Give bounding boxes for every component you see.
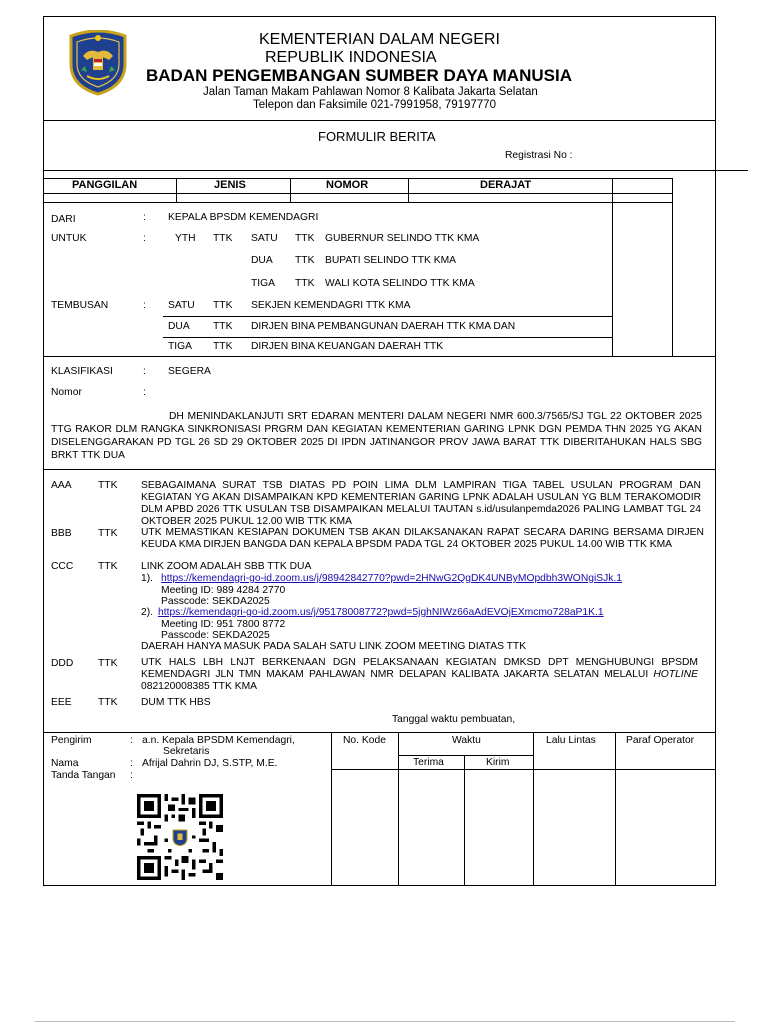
zoom2-number: 2). bbox=[141, 607, 154, 618]
item-eee-text: DUM TTK HBS bbox=[141, 697, 211, 708]
item-aaa-code: AAA bbox=[51, 480, 72, 491]
ttd-colon: : bbox=[130, 770, 133, 781]
tembusan-row-num: DUA bbox=[168, 321, 190, 332]
tembusan-row-value: DIRJEN BINA PEMBANGUNAN DAERAH TTK KMA DAN bbox=[251, 321, 516, 332]
no-kode-header: No. Kode bbox=[343, 735, 386, 746]
item-ccc-ttk: TTK bbox=[98, 561, 118, 572]
ttd-label: Tanda Tangan bbox=[51, 770, 116, 781]
untuk-row-value: WALI KOTA SELINDO TTK KMA bbox=[325, 278, 475, 289]
paraf-operator-header: Paraf Operator bbox=[626, 735, 695, 746]
pengirim-value1: a.n. Kepala BPSDM Kemendagri, bbox=[142, 735, 295, 746]
header-line1: KEMENTERIAN DALAM NEGERI bbox=[259, 31, 500, 48]
item-ddd-text bbox=[141, 657, 698, 693]
nomor-label: Nomor bbox=[51, 387, 82, 398]
pengirim-label: Pengirim bbox=[51, 735, 92, 746]
hotline-label: HOTLINE bbox=[653, 669, 698, 680]
item-eee-code: EEE bbox=[51, 697, 72, 708]
untuk-row-ttk: TTK bbox=[295, 233, 315, 244]
form-title: FORMULIR BERITA bbox=[318, 129, 436, 144]
untuk-row-ttk: TTK bbox=[295, 278, 315, 289]
nomor-colon: : bbox=[143, 387, 146, 398]
item-bbb-ttk: TTK bbox=[98, 528, 118, 539]
item-bbb-text: UTK MEMASTIKAN KESIAPAN DOKUMEN TSB AKAN DILAKSANAKAN RAPAT SECARA DARING BERSAMA DIRJEN KEUDA KMA DIRJEN BANGDA DAN KEPALA BPSDM PADA TGL 24 OKTOBER 2025 PUKUL 14.00 WIB TTK KMA bbox=[141, 527, 704, 550]
item-aaa-text: SEBAGAIMANA SURAT TSB DIATAS PD POIN LIMA DLM LAMPIRAN TIGA TABEL USULAN PROGRAM DAN KEGIATAN YG AKAN DISAMPAIKAN KPD KEMENTERIAN GARING LPNK ADALAH USULAN YG BLM TERAKOMODIR DLM APBD 2026 TTK USULAN TSB DISAMPAIKAN MELALUI TAUTAN s.id/usulanpemda2026 PALING LAMBAT TGL 24 OKTOBER 2025 PUKUL 12.00 WIB TTK KMA bbox=[141, 480, 701, 527]
col-derajat: DERAJAT bbox=[480, 179, 532, 191]
hotline-number: 082120008385 TTK KMA bbox=[141, 681, 258, 692]
zoom1-meeting-id: Meeting ID: 989 4284 2770 bbox=[161, 585, 286, 596]
intro-paragraph: DH MENINDAKLANJUTI SRT EDARAN MENTERI DALAM NEGERI NMR 600.3/7565/SJ TGL 22 OKTOBER 2025 TTG RAKOR DLM RANGKA SINKRONISASI PRGRM DAN KEGIATAN KEMENTERIAN GARING LPNK DGN PEMDA THN 2025 YG AKAN DISELENGGARAKAN PD TGL 26 SD 29 OKTOBER 2025 DI IPDN JATINANGOR PROV JAWA BARAT TTK DIBERITAHUKAN HALS SBG BRKT TTK DUA bbox=[51, 411, 702, 461]
col-nomor: NOMOR bbox=[326, 179, 369, 191]
header-address: Jalan Taman Makam Pahlawan Nomor 8 Kalibata Jakarta Selatan bbox=[203, 86, 538, 98]
kirim-header: Kirim bbox=[486, 757, 510, 768]
zoom2-meeting-id: Meeting ID: 951 7800 8772 bbox=[161, 619, 286, 630]
zoom-note: DAERAH HANYA MASUK PADA SALAH SATU LINK ZOOM MEETING DIATAS TTK bbox=[141, 641, 527, 652]
untuk-row-a: YTH bbox=[175, 233, 196, 244]
pengirim-value2: Sekretaris bbox=[163, 746, 210, 757]
item-ddd-code: DDD bbox=[51, 658, 74, 669]
untuk-row-value: GUBERNUR SELINDO TTK KMA bbox=[325, 233, 480, 244]
lalu-lintas-header: Lalu Lintas bbox=[546, 735, 596, 746]
tanggal-pembuatan: Tanggal waktu pembuatan, bbox=[392, 714, 516, 725]
item-eee-ttk: TTK bbox=[98, 697, 118, 708]
col-panggilan: PANGGILAN bbox=[72, 179, 138, 191]
nama-label: Nama bbox=[51, 758, 79, 769]
klasifikasi-value: SEGERA bbox=[168, 366, 211, 377]
zoom1-number: 1). bbox=[141, 573, 154, 584]
untuk-colon: : bbox=[143, 233, 146, 244]
tembusan-row-ttk: TTK bbox=[213, 321, 233, 332]
zoom1-link[interactable]: https://kemendagri-go-id.zoom.us/j/98942842770?pwd=2HNwG2QgDK4UNByMOpdbh3WONgiSJk.1 bbox=[161, 573, 623, 584]
untuk-row-b: TTK bbox=[213, 233, 233, 244]
item-ddd-text-main: UTK HALS LBH LNJT BERKENAAN DGN PELAKSANAAN KEGIATAN DMKSD DPT MENGHUBUNGI BPSDM KEMENDAGRI JLN TMN MAKAM PAHLAWAN NMR DELAPAN KALIBATA JAKARTA SELATAN MELALUI bbox=[141, 657, 698, 680]
header-line2: REPUBLIK INDONESIA bbox=[265, 49, 437, 66]
nama-value: Afrijal Dahrin DJ, S.STP, M.E. bbox=[142, 758, 278, 769]
item-aaa-ttk: TTK bbox=[98, 480, 118, 491]
col-jenis: JENIS bbox=[214, 179, 246, 191]
registration-label: Registrasi No : bbox=[505, 150, 573, 161]
untuk-row-num: SATU bbox=[251, 233, 278, 244]
tembusan-label: TEMBUSAN bbox=[51, 300, 109, 311]
header-agency: BADAN PENGEMBANGAN SUMBER DAYA MANUSIA bbox=[146, 66, 572, 85]
qr-code-icon bbox=[137, 794, 223, 880]
zoom1-passcode: Passcode: SEKDA2025 bbox=[161, 596, 270, 607]
tembusan-row-ttk: TTK bbox=[213, 300, 233, 311]
item-ccc-text: LINK ZOOM ADALAH SBB TTK DUA bbox=[141, 561, 312, 572]
header-phone: Telepon dan Faksimile 021-7991958, 79197770 bbox=[253, 99, 496, 111]
garuda-emblem-icon bbox=[67, 30, 129, 96]
klasifikasi-label: KLASIFIKASI bbox=[51, 366, 113, 377]
tembusan-row-num: SATU bbox=[168, 300, 195, 311]
tembusan-colon: : bbox=[143, 300, 146, 311]
tembusan-row-value: SEKJEN KEMENDAGRI TTK KMA bbox=[251, 300, 411, 311]
pengirim-colon: : bbox=[130, 735, 133, 746]
untuk-row-ttk: TTK bbox=[295, 255, 315, 266]
terima-header: Terima bbox=[413, 757, 444, 768]
untuk-label: UNTUK bbox=[51, 233, 87, 244]
nama-colon: : bbox=[130, 758, 133, 769]
item-ddd-ttk: TTK bbox=[98, 658, 118, 669]
tembusan-row-value: DIRJEN BINA KEUANGAN DAERAH TTK bbox=[251, 341, 444, 352]
item-ccc-code: CCC bbox=[51, 561, 74, 572]
untuk-row-num: DUA bbox=[251, 255, 273, 266]
item-bbb-code: BBB bbox=[51, 528, 72, 539]
dari-value: KEPALA BPSDM KEMENDAGRI bbox=[168, 212, 319, 223]
waktu-header: Waktu bbox=[452, 735, 481, 746]
dari-label: DARI bbox=[51, 214, 76, 225]
zoom2-passcode: Passcode: SEKDA2025 bbox=[161, 630, 270, 641]
klasifikasi-colon: : bbox=[143, 366, 146, 377]
untuk-row-num: TIGA bbox=[251, 278, 276, 289]
tembusan-row-num: TIGA bbox=[168, 341, 193, 352]
tembusan-row-ttk: TTK bbox=[213, 341, 233, 352]
untuk-row-value: BUPATI SELINDO TTK KMA bbox=[325, 255, 457, 266]
zoom2-link[interactable]: https://kemendagri-go-id.zoom.us/j/95178008772?pwd=5jghNIWz66aAdEVOjEXmcmo728aP1K.1 bbox=[158, 607, 604, 618]
dari-colon: : bbox=[143, 212, 146, 223]
